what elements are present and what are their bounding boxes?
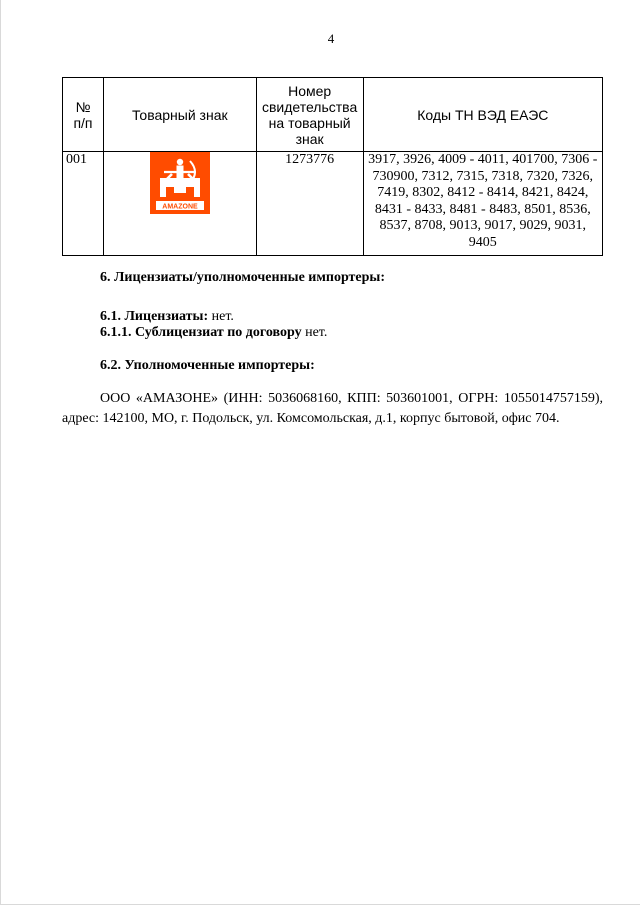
section-6-1-1-label: 6.1.1. Сублицензиат по договору <box>100 325 302 340</box>
section-6-2-title: 6.2. Уполномоченные импортеры: <box>100 358 315 373</box>
header-number-abbr: п/п <box>73 114 93 131</box>
header-certificate: Номер свидетельства на товарный знак <box>256 78 363 152</box>
logo-text: AMAZONE <box>162 203 198 211</box>
section-6-title: 6. Лицензиаты/уполномоченные импортеры: <box>100 270 386 285</box>
table-header-row <box>63 78 603 152</box>
row-number: 001 <box>63 152 104 256</box>
section-6-1-1-value: нет. <box>301 325 328 340</box>
trademark-table <box>62 77 603 256</box>
amazone-logo-icon <box>150 152 210 214</box>
row-trademark <box>103 152 256 256</box>
row-certificate: 1273776 <box>256 152 363 256</box>
section-6-1-value: нет. <box>208 309 234 324</box>
table-row <box>63 152 603 256</box>
header-number-symbol: № <box>75 98 91 115</box>
header-codes: Коды ТН ВЭД ЕАЭС <box>363 78 602 152</box>
importer-paragraph: ООО «АМАЗОНЕ» (ИНН: 5036068160, КПП: 503601001, ОГРН: 1055014757159), адрес: 142100, МО, г. Подольск, ул. Комсомольская, д.1, корпус бытовой, офис 704. <box>62 391 603 426</box>
page-number: 4 <box>327 31 335 46</box>
header-number <box>63 78 104 152</box>
header-trademark: Товарный знак <box>103 78 256 152</box>
row-codes: 3917, 3926, 4009 - 4011, 401700, 7306 - 730900, 7312, 7315, 7318, 7320, 7326, 7419, 8302, 8412 - 8414, 8421, 8424, 8431 - 8433, 8481 - 8483, 8501, 8536, 8537, 8708, 9013, 9017, 9029, 9031, 9405 <box>363 152 602 256</box>
section-6-1-label: 6.1. Лицензиаты: <box>100 309 209 324</box>
section-6-1-1 <box>100 323 640 342</box>
